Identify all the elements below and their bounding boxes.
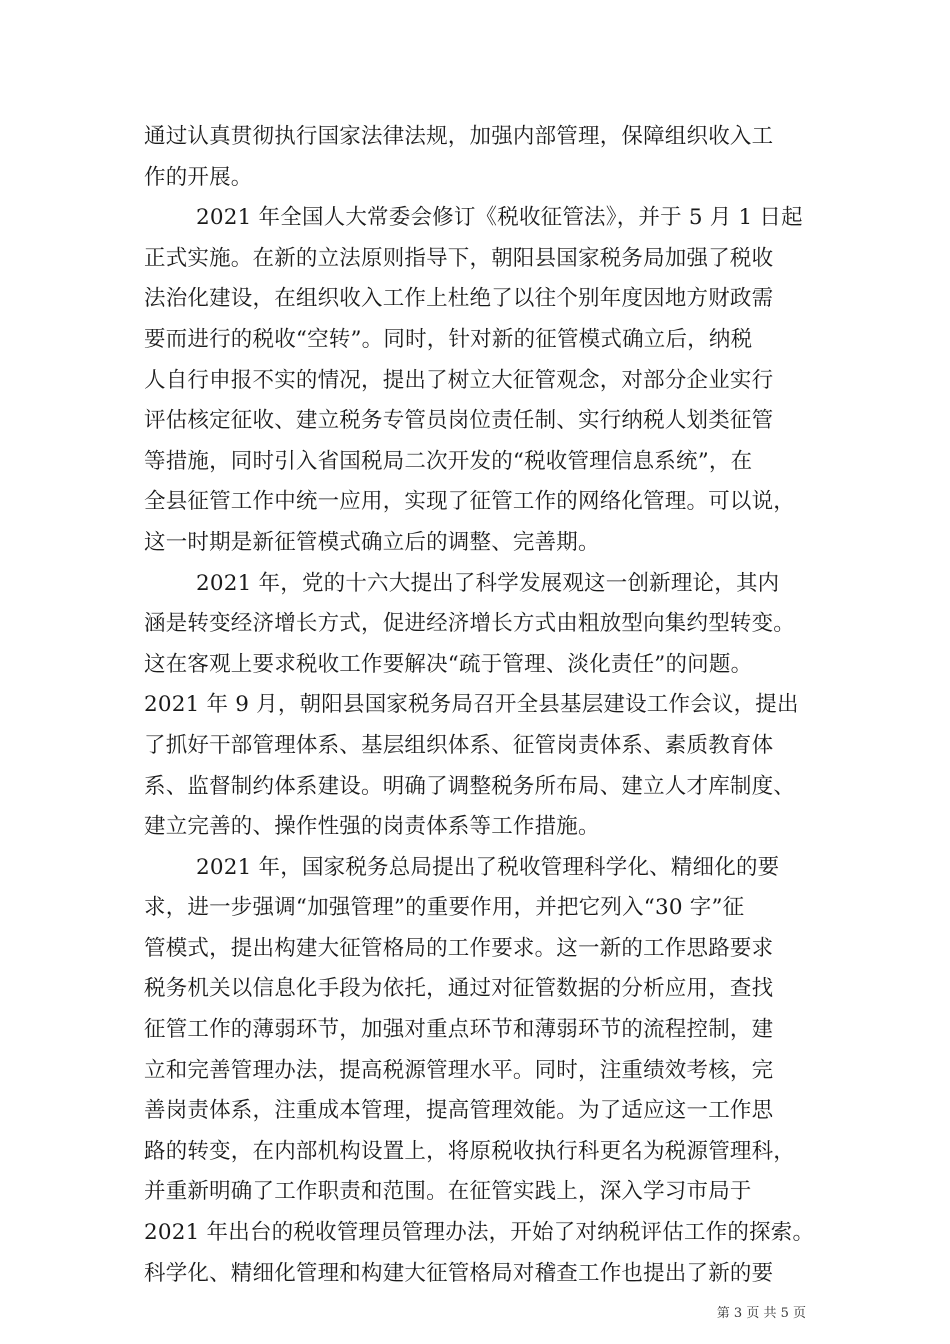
text-line: 建立完善的、操作性强的岗责体系等工作措施。: [144, 814, 600, 840]
text-line: 立和完善管理办法，提高税源管理水平。同时，注重绩效考核，完: [144, 1057, 774, 1083]
text-line: 通过认真贯彻执行国家法律法规，加强内部管理，保障组织收入工: [144, 124, 774, 149]
text-line: 善岗责体系，注重成本管理，提高管理效能。为了适应这一工作思: [144, 1098, 774, 1124]
paragraph-start-line: 2021 年，国家税务总局提出了税收管理科学化、精细化的要: [196, 854, 780, 880]
text-line: 税务机关以信息化手段为依托，通过对征管数据的分析应用，查找: [144, 976, 774, 1002]
text-line: 这在客观上要求税收工作要解决“疏于管理、淡化责任”的问题。: [144, 651, 753, 677]
text-line: 求，进一步强调“加强管理”的重要作用，并把它列入“30 字”征: [144, 895, 745, 921]
text-line: 作的开展。: [144, 164, 253, 190]
text-line: 人自行申报不实的情况，提出了树立大征管观念，对部分企业实行: [144, 367, 774, 393]
text-line: 法治化建设，在组织收入工作上杜绝了以往个别年度因地方财政需: [144, 286, 774, 312]
text-line: 涵是转变经济增长方式，促进经济增长方式由粗放型向集约型转变。: [144, 611, 796, 637]
text-line: 评估核定征收、建立税务专管员岗位责任制、实行纳税人划类征管: [144, 408, 774, 434]
document-body: [144, 117, 824, 1294]
text-line: 路的转变，在内部机构设置上，将原税收执行科更名为税源管理科，: [144, 1138, 796, 1164]
text-line: 正式实施。在新的立法原则指导下，朝阳县国家税务局加强了税收: [144, 245, 774, 271]
text-line: 2021 年 9 月，朝阳县国家税务局召开全县基层建设工作会议，提出: [144, 692, 799, 718]
page-number-footer: 第 3 页 共 5 页: [716, 1306, 806, 1321]
text-line: 征管工作的薄弱环节，加强对重点环节和薄弱环节的流程控制，建: [144, 1017, 774, 1043]
paragraph-start-line: 2021 年，党的十六大提出了科学发展观这一创新理论，其内: [196, 570, 780, 596]
text-line: 系、监督制约体系建设。明确了调整税务所布局、建立人才库制度、: [144, 773, 796, 799]
text-line: 并重新明确了工作职责和范围。在征管实践上，深入学习市局于: [144, 1179, 752, 1205]
text-line: 了抓好干部管理体系、基层组织体系、征管岗责体系、素质教育体: [144, 732, 774, 758]
text-line: 等措施，同时引入省国税局二次开发的“税收管理信息系统”，在: [144, 448, 753, 474]
paragraph-start-line: 2021 年全国人大常委会修订《税收征管法》，并于 5 月 1 日起: [196, 205, 803, 231]
text-line: 管模式，提出构建大征管格局的工作要求。这一新的工作思路要求: [144, 935, 774, 961]
text-line: 2021 年出台的税收管理员管理办法，开始了对纳税评估工作的探索。: [144, 1220, 815, 1246]
text-line: 要而进行的税收“空转”。同时，针对新的征管模式确立后，纳税: [144, 326, 753, 352]
text-line: 这一时期是新征管模式确立后的调整、完善期。: [144, 529, 600, 555]
text-line: 科学化、精细化管理和构建大征管格局对稽查工作也提出了新的要: [144, 1260, 774, 1286]
text-line: 全县征管工作中统一应用，实现了征管工作的网络化管理。可以说，: [144, 489, 796, 515]
